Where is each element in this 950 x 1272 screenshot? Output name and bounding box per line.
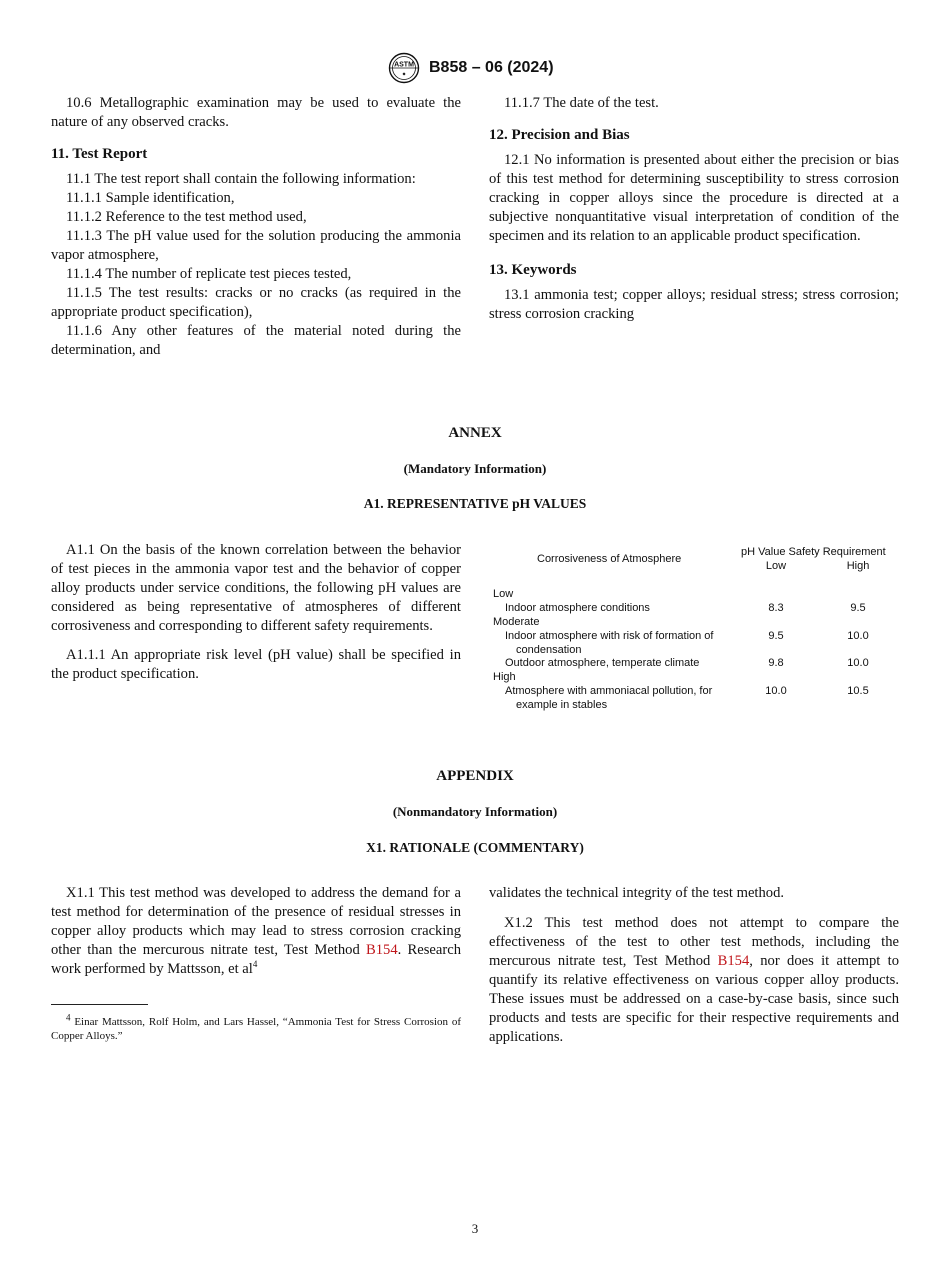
para-11-1-2: 11.1.2 Reference to the test method used, bbox=[66, 209, 307, 225]
appendix-section-heading: X1. RATIONALE (COMMENTARY) bbox=[366, 840, 584, 855]
para-x1-1-continued: validates the technical integrity of the test method. bbox=[489, 885, 785, 901]
table-group-moderate: Moderate bbox=[493, 616, 540, 628]
table-cell-low: 9.8 bbox=[768, 657, 784, 669]
svg-text:◆: ◆ bbox=[402, 71, 406, 76]
para-x1-2: X1.2 This test method does not attempt to compare the effectiveness of the test to other test methods, including the mercurous nitrate test, Test Method B154, nor does it attempt to quantify its relative effectiveness on various copper alloy products. These issues must be addressed on a case-by-case basis, since such products and tests are specific for their respective requirements and applications. bbox=[489, 915, 899, 1045]
svg-text:ASTM: ASTM bbox=[394, 61, 414, 69]
appendix-subtitle: (Nonmandatory Information) bbox=[392, 804, 558, 819]
section-11-heading: 11. Test Report bbox=[51, 146, 148, 162]
footnote-ref-4[interactable]: 4 bbox=[252, 959, 258, 970]
table-group-header-ph: pH Value Safety Requirement bbox=[741, 546, 886, 558]
link-b154[interactable]: B154 bbox=[717, 953, 750, 969]
table-cell-high: 9.5 bbox=[850, 602, 866, 614]
table-row-label: Indoor atmosphere with risk of formation of bbox=[505, 630, 714, 642]
document-designation: B858 – 06 (2024) bbox=[429, 59, 554, 76]
para-11-1-6: 11.1.6 Any other features of the material noted during the determination, and bbox=[51, 323, 461, 358]
para-12-1: 12.1 No information is presented about either the precision or bias of this test method for determining susceptibility to stress corrosion cracking in copper alloys since the procedure is directed at a subjective nonquantitative visual interpretation of condition of the specimen and its relation to an applicable product specification. bbox=[489, 152, 899, 244]
table-cell-high: 10.0 bbox=[847, 657, 869, 669]
para-11-1-5: 11.1.5 The test results: cracks or no cracks (as required in the appropriate product specification), bbox=[51, 285, 461, 320]
table-cell-low: 10.0 bbox=[765, 685, 787, 697]
annex-subtitle: (Mandatory Information) bbox=[403, 461, 547, 476]
para-10-6: 10.6 Metallographic examination may be used to evaluate the nature of any observed cracks. bbox=[51, 95, 461, 130]
footnote-4: $^4$ Einar Mattsson, Rolf Holm, and Lars Hassel, “Ammonia Test for Stress Corrosion of Copper Alloys.” bbox=[51, 1012, 461, 1042]
para-11-1-4: 11.1.4 The number of replicate test pieces tested, bbox=[66, 266, 352, 282]
link-b154[interactable]: B154 bbox=[366, 942, 398, 958]
table-col-header-low: Low bbox=[765, 560, 787, 572]
para-a1-1-1: A1.1.1 An appropriate risk level (pH value) shall be specified in the product specification. bbox=[51, 647, 461, 682]
para-13-1: 13.1 ammonia test; copper alloys; residual stress; stress corrosion; stress corrosion cracking bbox=[489, 287, 899, 322]
annex-section-heading: A1. REPRESENTATIVE pH VALUES bbox=[363, 496, 587, 511]
table-cell-high: 10.0 bbox=[847, 630, 869, 642]
astm-logo-icon bbox=[386, 52, 422, 84]
table-cell-low: 8.3 bbox=[768, 602, 784, 614]
table-row-label: Outdoor atmosphere, temperate climate bbox=[505, 657, 700, 669]
table-row-label: Atmosphere with ammoniacal pollution, for bbox=[505, 685, 713, 697]
footnote-divider bbox=[51, 1004, 148, 1005]
annex-left-text bbox=[51, 541, 461, 684]
para-a1-1: A1.1 On the basis of the known correlation between the behavior of test pieces in the ammonia vapor test and the behavior of copper alloy products under service conditions, the following pH values are considered as being representative of atmospheres of different corrosiveness and corresponding to different safety requirements. bbox=[51, 542, 461, 634]
table-row-label: Indoor atmosphere conditions bbox=[505, 602, 650, 614]
ph-values-table bbox=[489, 540, 909, 720]
table-row-label-continued: condensation bbox=[516, 644, 582, 656]
table-cell-high: 10.5 bbox=[847, 685, 869, 697]
table-col-header-high: High bbox=[846, 560, 870, 572]
para-11-1-1: 11.1.1 Sample identification, bbox=[66, 190, 235, 206]
appendix-right-text bbox=[489, 884, 899, 1047]
appendix-title: APPENDIX bbox=[436, 768, 514, 784]
table-group-low: Low bbox=[493, 588, 514, 600]
section-13-heading: 13. Keywords bbox=[489, 262, 577, 278]
table-cell-low: 9.5 bbox=[768, 630, 784, 642]
para-x1-1: X1.1 This test method was developed to address the demand for a test method for determination of the presence of residual stresses in copper alloy products which may lead to stress corrosion cracking other than the mercurous nitrate test, Test Method B154. Research work performed by Mattsson, et $al^4$ bbox=[51, 885, 462, 977]
section-12-heading: 12. Precision and Bias bbox=[489, 127, 630, 143]
table-row-label-continued: example in stables bbox=[516, 699, 608, 711]
left-column-top bbox=[51, 94, 461, 360]
right-column-top bbox=[489, 94, 899, 324]
table-col-header-corrosiveness: Corrosiveness of Atmosphere bbox=[537, 553, 682, 565]
table-group-high: High bbox=[493, 671, 516, 683]
para-11-1-7: 11.1.7 The date of the test. bbox=[504, 95, 659, 111]
para-11-1-3: 11.1.3 The pH value used for the solution producing the ammonia vapor atmosphere, bbox=[51, 228, 461, 263]
appendix-left-text bbox=[51, 884, 461, 979]
para-11-1: 11.1 The test report shall contain the following information: bbox=[66, 171, 416, 187]
annex-title: ANNEX bbox=[448, 425, 502, 441]
page-number: 3 bbox=[471, 1221, 479, 1236]
